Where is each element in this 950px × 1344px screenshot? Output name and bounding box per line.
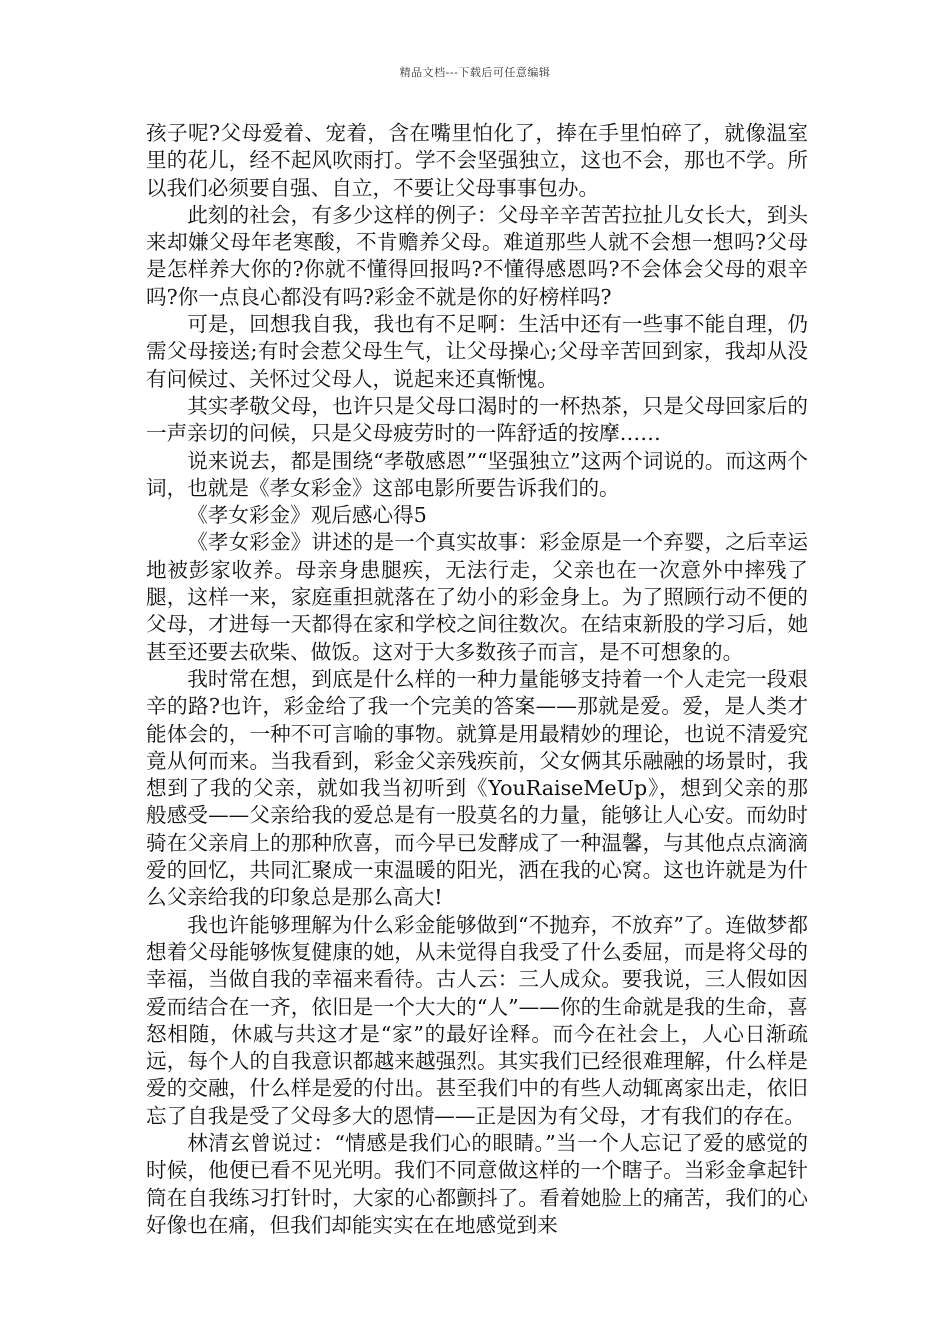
paragraph-6: 《孝女彩金》讲述的是一个真实故事：彩金原是一个弃婴，之后幸运地被彭家收养。母亲身患腿疾，无法行走，父亲也在一次意外中摔残了腿，这样一来，家庭重担就落在了幼小的彩金身上。为了照顾行动不便的父母，才进每一天都得在家和学校之间往数次。在结束新股的学习后，她甚至还要去砍柴、做饭。这对于大多数孩子而言，是不可想象的。	[146, 530, 808, 664]
paragraph-5: 说来说去，都是围绕“孝敬感恩”“坚强独立”这两个词说的。而这两个词，也就是《孝女彩金》这部电影所要告诉我们的。	[146, 448, 808, 500]
paragraph-1: 孩子呢?父母爱着、宠着，含在嘴里怕化了，捧在手里怕碎了，就像温室里的花儿，经不起风吹雨打。学不会坚强独立，这也不会，那也不学。所以我们必须要自强、自立，不要让父母事事包办。	[146, 121, 808, 200]
paragraph-2: 此刻的社会，有多少这样的例子：父母辛辛苦苦拉扯儿女长大，到头来却嫌父母年老寒酸，不肯赡养父母。难道那些人就不会想一想吗?父母是怎样养大你的?你就不懂得回报吗?不懂得感恩吗?不会体会父母的艰辛吗?你一点良心都没有吗?彩金不就是你的好榜样吗?	[146, 202, 808, 309]
document-body	[146, 120, 808, 1239]
paragraph-8: 我也许能够理解为什么彩金能够做到“不抛弃，不放弃”了。连做梦都想着父母能够恢复健康的她，从未觉得自我受了什么委屈，而是将父母的幸福，当做自我的幸福来看待。古人云：三人成众。要我说，三人假如因爱而结合在一齐，依旧是一个大大的“人”——你的生命就是我的生命，喜怒相随，休戚与共这才是“家”的最好诠释。而今在社会上，人心日渐疏远，每个人的自我意识都越来越强烈。其实我们已经很难理解，什么样是爱的交融，什么样是爱的付出。甚至我们中的有些人动辄离家出走，依旧忘了自我是受了父母多大的恩情——正是因为有父母，才有我们的存在。	[146, 912, 808, 1128]
section-heading: 《孝女彩金》观后感心得5	[187, 503, 427, 528]
paragraph-3: 可是，回想我自我，我也有不足啊：生活中还有一些事不能自理，仍需父母接送;有时会惹父母生气，让父母操心;父母辛苦回到家，我却从没有问候过、关怀过父母人，说起来还真惭愧。	[146, 312, 808, 391]
page-header: 精品文档---下载后可任意编辑	[399, 66, 551, 79]
paragraph-7: 我时常在想，到底是什么样的一种力量能够支持着一个人走完一段艰辛的路?也许，彩金给了我一个完美的答案——那就是爱。爱，是人类才能体会的，一种不可言喻的事物。就算是用最精妙的理论，也说不清爱究竟从何而来。当我看到，彩金父亲残疾前，父女俩其乐融融的场景时，我想到了我的父亲，就如我当初听到《YouRaiseMeUp》，想到父亲的那般感受——父亲给我的爱总是有一股莫名的力量，能够让人心安。而幼时骑在父亲肩上的那种欣喜，而今早已发酵成了一种温馨，与其他点点滴滴爱的回忆，共同汇聚成一束温暖的阳光，洒在我的心窝。这也许就是为什么父亲给我的印象总是那么高大!	[146, 666, 808, 910]
paragraph-9: 林清玄曾说过：“情感是我们心的眼睛。”当一个人忘记了爱的感觉的时候，他便已看不见光明。我们不同意做这样的一个瞎子。当彩金拿起针筒在自我练习打针时，大家的心都颤抖了。看着她脸上的痛苦，我们的心好像也在痛，但我们却能实实在在地感觉到来	[146, 1130, 808, 1237]
paragraph-4: 其实孝敬父母，也许只是父母口渴时的一杯热茶，只是父母回家后的一声亲切的问候，只是父母疲劳时的一阵舒适的按摩……	[146, 393, 808, 446]
